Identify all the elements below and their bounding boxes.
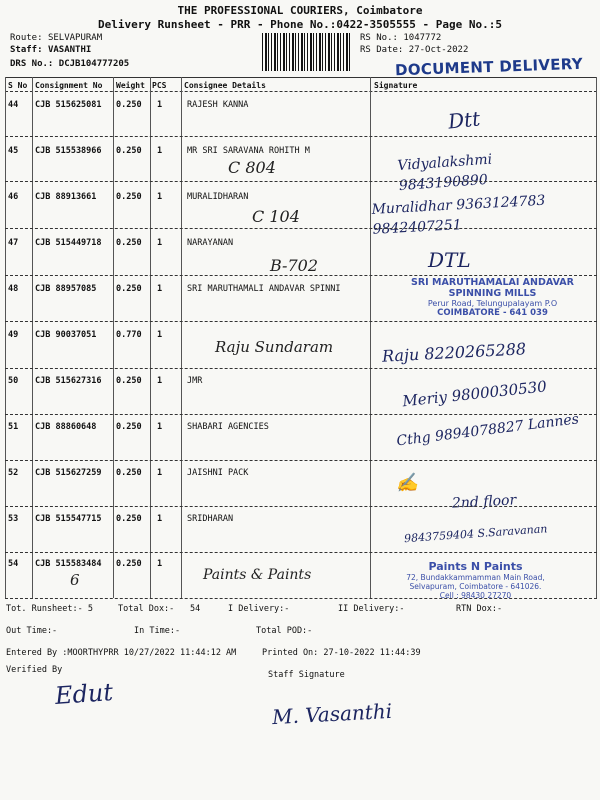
row-signature: DTL — [428, 248, 471, 272]
row-consignment-no: CJB 88860648 — [35, 422, 97, 432]
row-handwritten-note: Paints & Paints — [203, 567, 312, 583]
col-header-pcs: PCS — [152, 81, 167, 90]
row-consignment-no: CJB 88913661 — [35, 192, 97, 202]
entered-by: Entered By :MOORTHYPRR 10/27/2022 11:44:12 AM — [6, 648, 237, 658]
table-vline — [150, 77, 151, 598]
row-signature: Dtt — [446, 106, 482, 134]
row-consignment-no: CJB 88957085 — [35, 284, 97, 294]
row-weight: 0.250 — [116, 146, 142, 156]
row-sno: 54 — [8, 559, 19, 569]
out-time: Out Time:- — [6, 626, 58, 636]
row-consignee: MR SRI SARAVANA ROHITH M — [187, 146, 310, 156]
row-weight: 0.250 — [116, 192, 142, 202]
row-sno: 52 — [8, 468, 19, 478]
rs-no-value: 1047772 — [403, 33, 442, 43]
row-separator — [5, 275, 597, 276]
row-signature: Raju 8220265288 — [381, 339, 527, 366]
row-consignment-no: CJB 515583484 — [35, 559, 102, 569]
row-sno: 47 — [8, 238, 19, 248]
table-header-rule — [5, 91, 597, 92]
table-bottom-rule — [5, 598, 597, 599]
paints-stamp — [388, 560, 563, 600]
col-header-weight: Weight — [116, 81, 145, 90]
verified-by: Verified By — [6, 665, 63, 675]
stamp-line: Selvapuram, Coimbatore - 641026. — [409, 582, 542, 591]
stamp-line: SPINNING MILLS — [448, 288, 537, 299]
row-weight: 0.250 — [116, 100, 142, 110]
row-weight: 0.250 — [116, 422, 142, 432]
staff-label: Staff: — [10, 45, 43, 55]
row-sno: 53 — [8, 514, 19, 524]
col-header-signature: Signature — [374, 81, 418, 90]
rs-date-row — [360, 45, 468, 55]
table-vline — [113, 77, 114, 598]
row-consignee: JMR — [187, 376, 203, 386]
page-subtitle: Delivery Runsheet - PRR - Phone No.:0422-3505555 - Page No.:5 — [98, 18, 502, 31]
route-value: SELVAPURAM — [47, 33, 103, 43]
row-signature-scribble: ✍ — [395, 472, 420, 495]
i-delivery: I Delivery:- — [228, 604, 290, 614]
table-top-rule — [5, 77, 597, 78]
staff-row — [10, 45, 91, 55]
row-sno: 44 — [8, 100, 19, 110]
total-dox-value: 54 — [190, 604, 201, 614]
row-handwritten-count: 6 — [70, 571, 80, 589]
row-consignment-no: CJB 515625081 — [35, 100, 102, 110]
col-header-consignee: Consignee Details — [184, 81, 266, 90]
row-sno: 45 — [8, 146, 19, 156]
rs-date-value: 27-Oct-2022 — [408, 45, 469, 55]
row-separator — [5, 181, 597, 182]
row-signature: 9843759404 S.Saravanan — [403, 522, 548, 546]
row-consignment-no: CJB 90037051 — [35, 330, 97, 340]
total-pod: Total POD:- — [256, 626, 313, 636]
table-vline — [370, 77, 371, 598]
rs-date-label: RS Date: — [360, 45, 404, 55]
row-sno: 51 — [8, 422, 19, 432]
row-signature: Meriy 9800030530 — [401, 377, 548, 411]
table-vline — [5, 77, 6, 598]
in-time: In Time:- — [134, 626, 181, 636]
row-pcs: 1 — [157, 559, 163, 569]
route-label: Route: — [10, 33, 43, 43]
row-separator — [5, 136, 597, 137]
row-signature: Muralidhar 9363124783 9842407251 — [371, 192, 546, 238]
row-consignee: SRIDHARAN — [187, 514, 234, 524]
row-separator — [5, 414, 597, 415]
row-signature: Vidyalakshmi 9843190890 — [396, 151, 493, 195]
row-weight: 0.250 — [116, 514, 142, 524]
table-vline — [181, 77, 182, 598]
row-separator — [5, 460, 597, 461]
row-consignment-no: CJB 515538966 — [35, 146, 102, 156]
row-sno: 46 — [8, 192, 19, 202]
row-sno: 50 — [8, 376, 19, 386]
row-separator — [5, 228, 597, 229]
row-consignment-no: CJB 515449718 — [35, 238, 102, 248]
staff-value: VASANTHI — [47, 45, 92, 55]
row-consignee: SHABARI AGENCIES — [187, 422, 269, 432]
stamp-line: 72, Bundakkammamman Main Road, — [406, 573, 545, 582]
drs-row — [10, 59, 129, 69]
row-separator — [5, 321, 597, 322]
row-pcs: 1 — [157, 284, 163, 294]
spinning-mills-stamp — [390, 277, 595, 318]
row-handwritten-note: B-702 — [270, 256, 318, 275]
row-weight: 0.250 — [116, 238, 142, 248]
total-runsheet: Tot. Runsheet:- 5 — [6, 604, 93, 614]
row-sno: 48 — [8, 284, 19, 294]
ii-delivery: II Delivery:- — [338, 604, 405, 614]
row-weight: 0.250 — [116, 559, 142, 569]
stamp-line: SRI MARUTHAMALAI ANDAVAR — [411, 277, 574, 288]
row-handwritten-note: Raju Sundaram — [215, 338, 334, 356]
verified-signature: Edut — [54, 678, 114, 710]
row-handwritten-note: C 104 — [252, 207, 300, 226]
row-signature: 2nd floor — [451, 492, 517, 512]
total-dox-label: Total Dox:- — [118, 604, 175, 614]
page-title: THE PROFESSIONAL COURIERS, Coimbatore — [177, 4, 423, 17]
row-pcs: 1 — [157, 422, 163, 432]
stamp-line: Cell : 98430 27270 — [439, 591, 512, 600]
row-pcs: 1 — [157, 514, 163, 524]
col-header-consignment: Consignment No — [35, 81, 103, 90]
row-signature: Cthg 9894078827 Lannes — [395, 411, 580, 450]
table-vline — [32, 77, 33, 598]
row-consignment-no: CJB 515547715 — [35, 514, 102, 524]
rtn-dox: RTN Dox:- — [456, 604, 503, 614]
row-weight: 0.770 — [116, 330, 142, 340]
route-row — [10, 33, 102, 43]
printed-on: Printed On: 27-10-2022 11:44:39 — [262, 648, 421, 658]
row-pcs: 1 — [157, 238, 163, 248]
document-delivery-stamp: DOCUMENT DELIVERY — [394, 54, 584, 80]
row-separator — [5, 368, 597, 369]
staff-signature-label: Staff Signature — [268, 670, 345, 680]
row-consignment-no: CJB 515627259 — [35, 468, 102, 478]
row-pcs: 1 — [157, 146, 163, 156]
row-consignee: NARAYANAN — [187, 238, 234, 248]
row-weight: 0.250 — [116, 468, 142, 478]
row-separator — [5, 552, 597, 553]
row-consignee: SRI MARUTHAMALI ANDAVAR SPINNI — [187, 284, 341, 294]
col-header-sno: S No — [8, 81, 28, 90]
drs-label: DRS No.: — [10, 59, 54, 69]
rs-no-row — [360, 33, 441, 43]
row-consignee: RAJESH KANNA — [187, 100, 249, 110]
staff-signature: M. Vasanthi — [271, 698, 393, 730]
table-vline — [596, 77, 597, 598]
drs-value: DCJB104777205 — [58, 59, 130, 69]
stamp-line: COIMBATORE - 641 039 — [437, 308, 548, 318]
stamp-line: Paints N Paints — [428, 560, 523, 573]
row-pcs: 1 — [157, 468, 163, 478]
row-pcs: 1 — [157, 330, 163, 340]
row-pcs: 1 — [157, 192, 163, 202]
row-consignee: JAISHNI PACK — [187, 468, 249, 478]
row-sno: 49 — [8, 330, 19, 340]
row-consignee: MURALIDHARAN — [187, 192, 249, 202]
row-pcs: 1 — [157, 376, 163, 386]
row-pcs: 1 — [157, 100, 163, 110]
rs-no-label: RS No.: — [360, 33, 398, 43]
row-consignment-no: CJB 515627316 — [35, 376, 102, 386]
barcode — [262, 33, 352, 71]
row-weight: 0.250 — [116, 376, 142, 386]
stamp-line: Perur Road, Telungupalayam P.O — [427, 299, 558, 308]
row-weight: 0.250 — [116, 284, 142, 294]
row-separator — [5, 506, 597, 507]
row-handwritten-note: C 804 — [228, 158, 276, 177]
